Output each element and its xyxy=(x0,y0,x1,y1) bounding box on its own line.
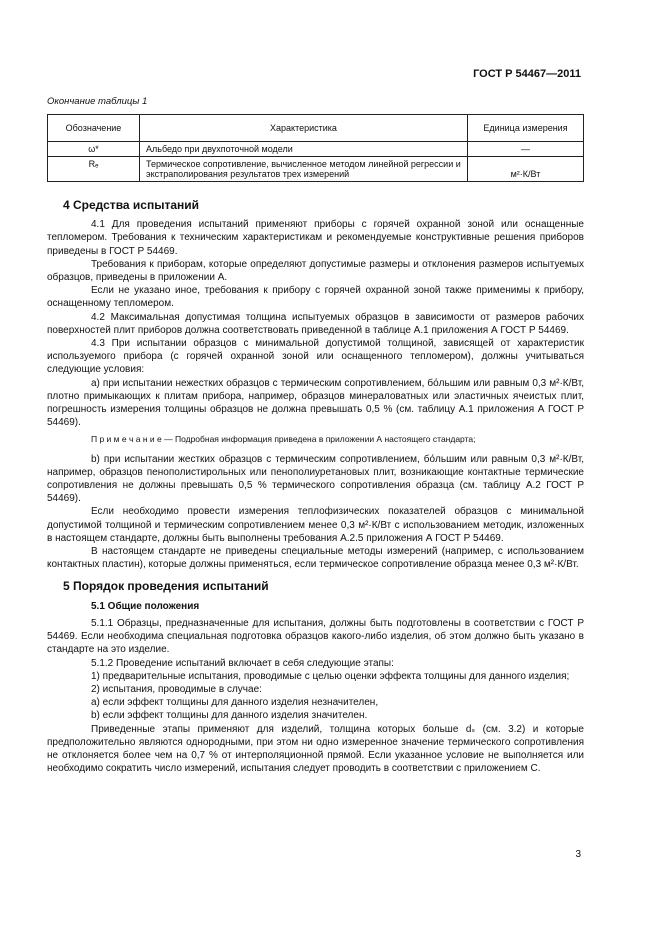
paragraph: 4.1 Для проведения испытаний применяют приборы с горячей охранной зоной или оснащенные тепломером. Требования к техническим характеристикам и рекомендуемые конструктивные решения приборов приведены в ГОСТ Р 54469. xyxy=(47,219,584,257)
section-4-title: 4 Средства испытаний xyxy=(63,198,200,212)
paragraph: 1) предварительные испытания, проводимые с целью оценки эффекта толщины для данного изделия; xyxy=(91,670,570,682)
paragraph: 2) испытания, проводимые в случае: xyxy=(91,683,262,695)
column-header-unit: Единица измерения xyxy=(468,115,584,142)
paragraph: а) при испытании нежестких образцов с термическим сопротивлением, бо́льшим или равным 0,3 м²·К/Вт, плотно примыкающих к плитам прибора, например, образцов минераловатных или эластичных ячеистых плит, погрешность измерения толщины образцов не должна превышать 0,5 % (см. таблицу А.1 приложения А ГОСТ Р 54469). xyxy=(47,377,584,429)
body-text xyxy=(47,199,584,775)
cell-unit: — xyxy=(468,142,584,157)
paragraph: Требования к приборам, которые определяют допустимые размеры и отклонения размеров испытуемых образцов, приведены в приложении А. xyxy=(47,258,584,284)
page-number: 3 xyxy=(575,849,581,860)
paragraph: В настоящем стандарте не приведены специальные методы измерений (например, с использованием контактных пластин), которые должны применяться, если термическое сопротивление образца менее 0,3 м²·К/Вт. xyxy=(47,546,584,571)
section-5-title: 5 Порядок проведения испытаний xyxy=(63,579,269,594)
paragraph: а) если эффект толщины для данного изделия незначителен, xyxy=(91,697,379,709)
table-row xyxy=(48,142,584,157)
table-caption: Окончание таблицы 1 xyxy=(47,96,148,107)
column-header-symbol: Обозначение xyxy=(48,115,140,142)
cell-symbol: Rₑ xyxy=(48,157,140,182)
cell-characteristic: Термическое сопротивление, вычисленное методом линейной регрессии и экстраполирования результатов трех измерений xyxy=(140,157,468,182)
paragraph: 4.3 При испытании образцов с минимальной допустимой толщиной, зависящей от характеристик используемого прибора (с горячей охранной зоной или оснащенного тепломером), должны учитываться следующие условия: xyxy=(47,338,584,376)
subsection-title: 5.1 Общие положения xyxy=(91,600,200,612)
standard-code-header: ГОСТ Р 54467—2011 xyxy=(473,68,581,80)
cell-unit: м²·К/Вт xyxy=(468,157,584,182)
cell-symbol: ω* xyxy=(48,142,140,157)
cell-characteristic: Альбедо при двухпоточной модели xyxy=(140,142,468,157)
paragraph: b) при испытании жестких образцов с термическим сопротивлением, бо́льшим или равным 0,3 м²·К/Вт, например, образцов пенополистирольных или пенополиуретановых плит, возникающие контактные термические сопротивления не должны превышать 0,5 % термического сопротивления образца (см. таблицу А.2 ГОСТ Р 54469). xyxy=(47,453,584,505)
paragraph: Если необходимо провести измерения теплофизических показателей образцов с минимальной допустимой толщиной и термическим сопротивлением менее 0,3 м²·К/Вт с использованием методик, изложенных в настоящем стандарте, должны быть выполнены требования А.2.5 приложения А ГОСТ Р 54469. xyxy=(47,506,584,544)
paragraph: b) если эффект толщины для данного изделия значителен. xyxy=(91,710,368,722)
designations-table xyxy=(47,114,584,182)
note: П р и м е ч а н и е — Подробная информация приведена в приложении А настоящего стандарта; xyxy=(91,434,476,445)
column-header-characteristic: Характеристика xyxy=(140,115,468,142)
paragraph: Приведенные этапы применяют для изделий, толщина которых больше dₛ (см. 3.2) и которые предположительно являются однородными, при этом ни одно измеренное значение термического сопротивления не отклоняется более чем на 0,7 % от интерполяционной прямой. Если указанное условие не выполняется или необходимо сократить число измерений, испытания следует проводить в соответствии с приложением С. xyxy=(47,723,584,775)
paragraph: Если не указано иное, требования к прибору с горячей охранной зоной также применимы к прибору, оснащенному тепломером. xyxy=(47,285,584,310)
paragraph: 5.1.2 Проведение испытаний включает в себя следующие этапы: xyxy=(91,657,394,669)
table-header-row xyxy=(48,115,584,142)
paragraph: 4.2 Максимальная допустимая толщина испытуемых образцов в зависимости от размеров рабочих поверхностей плит приборов должна соответствовать приведенной в таблице А.1 приложения А ГОСТ Р 54469. xyxy=(47,311,584,336)
paragraph: 5.1.1 Образцы, предназначенные для испытания, должны быть подготовлены в соответствии с ГОСТ Р 54469. Если необходима специальная подготовка образцов какого-либо изделия, об этом должно быть указано в стандарте на это изделие. xyxy=(47,617,584,656)
table-row xyxy=(48,157,584,182)
